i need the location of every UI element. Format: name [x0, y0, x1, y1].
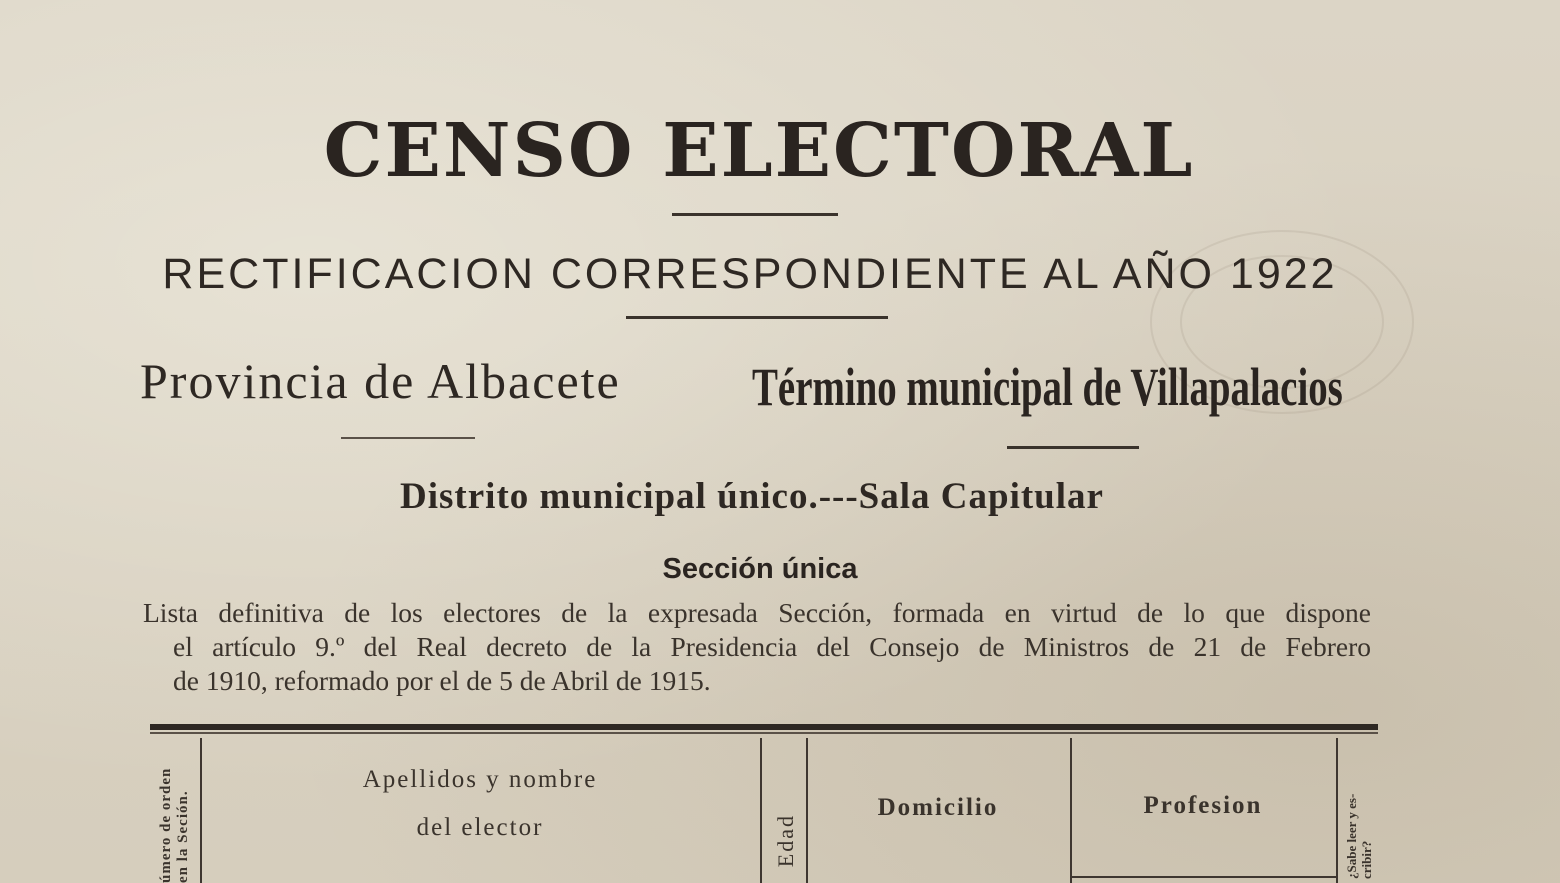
lista-line: el artículo 9.º del Real decreto de la Presidencia del Consejo de Ministros de 21 de Febrero — [173, 631, 1371, 662]
col-header-numero-line1: úmero de orden — [158, 767, 174, 883]
termino-underline — [1007, 446, 1139, 449]
provincia-heading: Provincia de Albacete — [140, 353, 621, 409]
column-divider — [1336, 738, 1338, 883]
subtitle-underline — [626, 316, 888, 319]
column-divider — [760, 738, 762, 883]
col-header-sabe — [1344, 744, 1374, 879]
document-title: CENSO ELECTORAL — [323, 108, 1195, 194]
col-header-apellidos — [200, 766, 760, 842]
col-header-sabe-line1: ¿Sabe leer y es- — [1344, 793, 1359, 879]
col-header-sabe-line2: cribir? — [1359, 840, 1374, 879]
col-header-numero-line2: en la Seción. — [175, 790, 191, 883]
title-underline — [672, 213, 838, 216]
document-subtitle: RECTIFICACION CORRESPONDIENTE AL AÑO 1922 — [162, 250, 1338, 298]
distrito-heading: Distrito municipal único.---Sala Capitular — [400, 476, 1104, 517]
lista-line: de 1910, reformado por el de 5 de Abril de 1915. — [173, 665, 711, 696]
provincia-underline — [341, 437, 475, 439]
col-header-edad: Edad — [773, 814, 798, 868]
table-header-bottom-rule — [1070, 876, 1336, 878]
col-header-numero — [158, 738, 192, 883]
col-header-apellidos-line2: del elector — [416, 814, 544, 841]
seccion-heading: Sección única — [662, 553, 858, 585]
col-header-profesion: Profesion — [1143, 792, 1263, 819]
col-header-domicilio: Domicilio — [877, 794, 999, 821]
col-header-apellidos-line1: Apellidos y nombre — [362, 766, 598, 793]
lista-paragraph — [143, 596, 1371, 698]
lista-line: Lista definitiva de los electores de la expresada Sección, formada en virtud de lo que dispone — [143, 597, 1371, 628]
table-top-rule — [150, 724, 1378, 730]
termino-heading: Término municipal de Villapalacios — [752, 357, 1343, 417]
table-top-rule-thin — [150, 732, 1378, 734]
